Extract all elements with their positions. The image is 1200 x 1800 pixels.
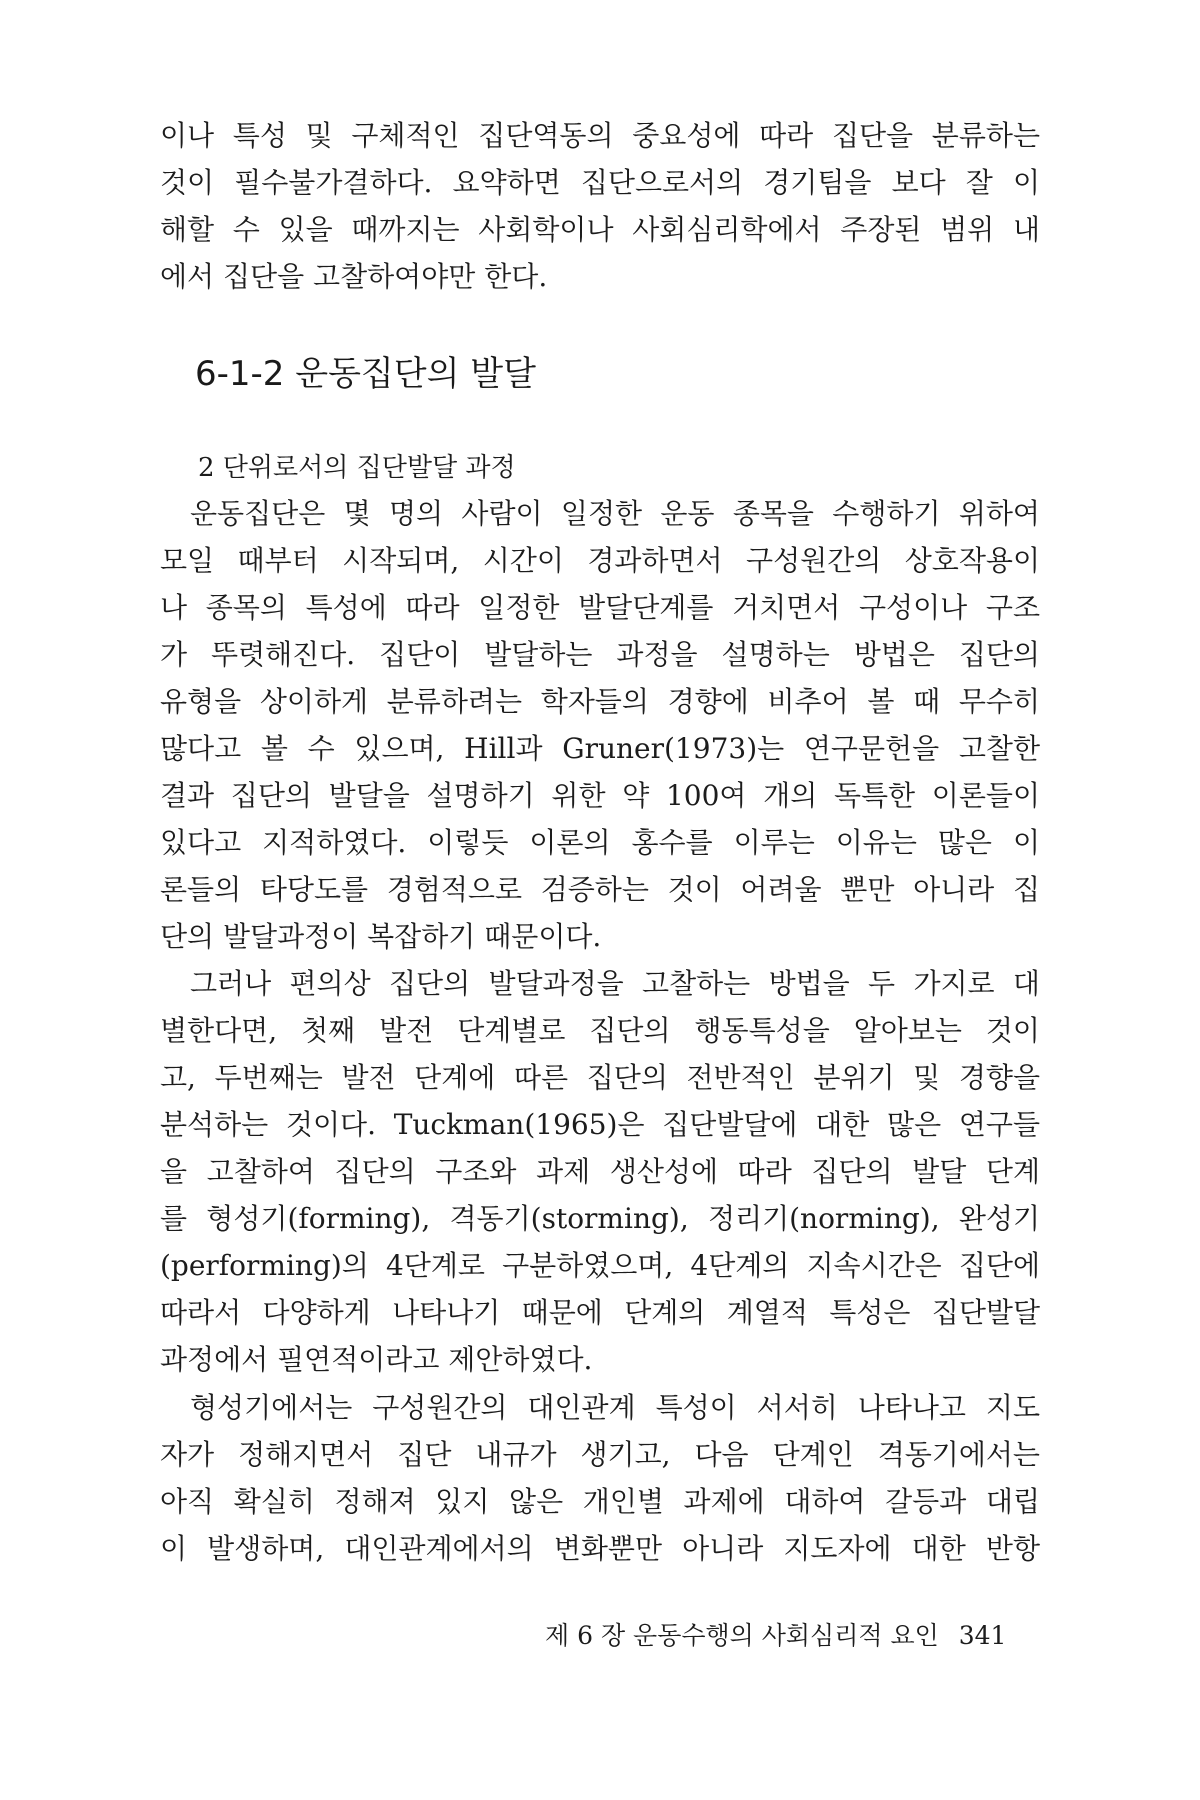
- paragraph-2: [160, 960, 1040, 1383]
- text-line: (performing)의 4단계로 구분하였으며, 4단계의 지속시간은 집단에: [160, 1249, 1040, 1282]
- text-line: 아직 확실히 정해져 있지 않은 개인별 과제에 대하여 갈등과 대립: [160, 1485, 1040, 1518]
- text-line: 따라서 다양하게 나타나기 때문에 단계의 계열적 특성은 집단발달: [160, 1296, 1040, 1329]
- subsection-heading: 2 단위로서의 집단발달 과정: [198, 453, 516, 483]
- text-line: 고, 두번째는 발전 단계에 따른 집단의 전반적인 분위기 및 경향을: [160, 1061, 1040, 1094]
- text-line: 별한다면, 첫째 발전 단계별로 집단의 행동특성을 알아보는 것이: [160, 1014, 1040, 1047]
- text-line: 이나 특성 및 구체적인 집단역동의 중요성에 따라 집단을 분류하는: [160, 119, 1040, 152]
- intro-paragraph: [160, 112, 1040, 300]
- text-line: 결과 집단의 발달을 설명하기 위한 약 100여 개의 독특한 이론들이: [160, 779, 1040, 812]
- page-footer: [545, 1618, 1045, 1654]
- text-line: 많다고 볼 수 있으며, Hill과 Gruner(1973)는 연구문헌을 고찰한: [160, 732, 1040, 765]
- text-line: 있다고 지적하였다. 이렇듯 이론의 홍수를 이루는 이유는 많은 이: [160, 826, 1040, 859]
- text-line: 모일 때부터 시작되며, 시간이 경과하면서 구성원간의 상호작용이: [160, 544, 1040, 577]
- text-line: 과정에서 필연적이라고 제안하였다.: [160, 1343, 593, 1376]
- text-line: 에서 집단을 고찰하여야만 한다.: [160, 260, 548, 293]
- text-line: 론들의 타당도를 경험적으로 검증하는 것이 어려울 뿐만 아니라 집: [160, 873, 1040, 906]
- text-line: 을 고찰하여 집단의 구조와 과제 생산성에 따라 집단의 발달 단계: [160, 1155, 1040, 1188]
- paragraph-1: [160, 490, 1040, 960]
- text-line: 해할 수 있을 때까지는 사회학이나 사회심리학에서 주장된 범위 내: [160, 213, 1040, 246]
- text-line: 자가 정해지면서 집단 내규가 생기고, 다음 단계인 격동기에서는: [160, 1438, 1040, 1471]
- text-line: 를 형성기(forming), 격동기(storming), 정리기(norming), 완성기: [160, 1202, 1040, 1235]
- text-line: 분석하는 것이다. Tuckman(1965)은 집단발달에 대한 많은 연구들: [160, 1108, 1040, 1141]
- text-line: 그러나 편의상 집단의 발달과정을 고찰하는 방법을 두 가지로 대: [190, 967, 1040, 1000]
- text-line: 이 발생하며, 대인관계에서의 변화뿐만 아니라 지도자에 대한 반항: [160, 1532, 1040, 1565]
- text-line: 가 뚜렷해진다. 집단이 발달하는 과정을 설명하는 방법은 집단의: [160, 638, 1040, 671]
- paragraph-3: [160, 1384, 1040, 1572]
- text-line: 형성기에서는 구성원간의 대인관계 특성이 서서히 나타나고 지도: [190, 1391, 1040, 1424]
- text-line: 것이 필수불가결하다. 요약하면 집단으로서의 경기팀을 보다 잘 이: [160, 166, 1040, 199]
- text-line: 운동집단은 몇 명의 사람이 일정한 운동 종목을 수행하기 위하여: [190, 497, 1040, 530]
- text-line: 유형을 상이하게 분류하려는 학자들의 경향에 비추어 볼 때 무수히: [160, 685, 1040, 718]
- text-line: 나 종목의 특성에 따라 일정한 발달단계를 거치면서 구성이나 구조: [160, 591, 1040, 624]
- text-line: 단의 발달과정이 복잡하기 때문이다.: [160, 920, 602, 953]
- page-number: 341: [958, 1621, 1007, 1650]
- section-heading: 6-1-2 운동집단의 발달: [195, 354, 536, 394]
- chapter-title: 제 6 장 운동수행의 사회심리적 요인: [545, 1621, 939, 1650]
